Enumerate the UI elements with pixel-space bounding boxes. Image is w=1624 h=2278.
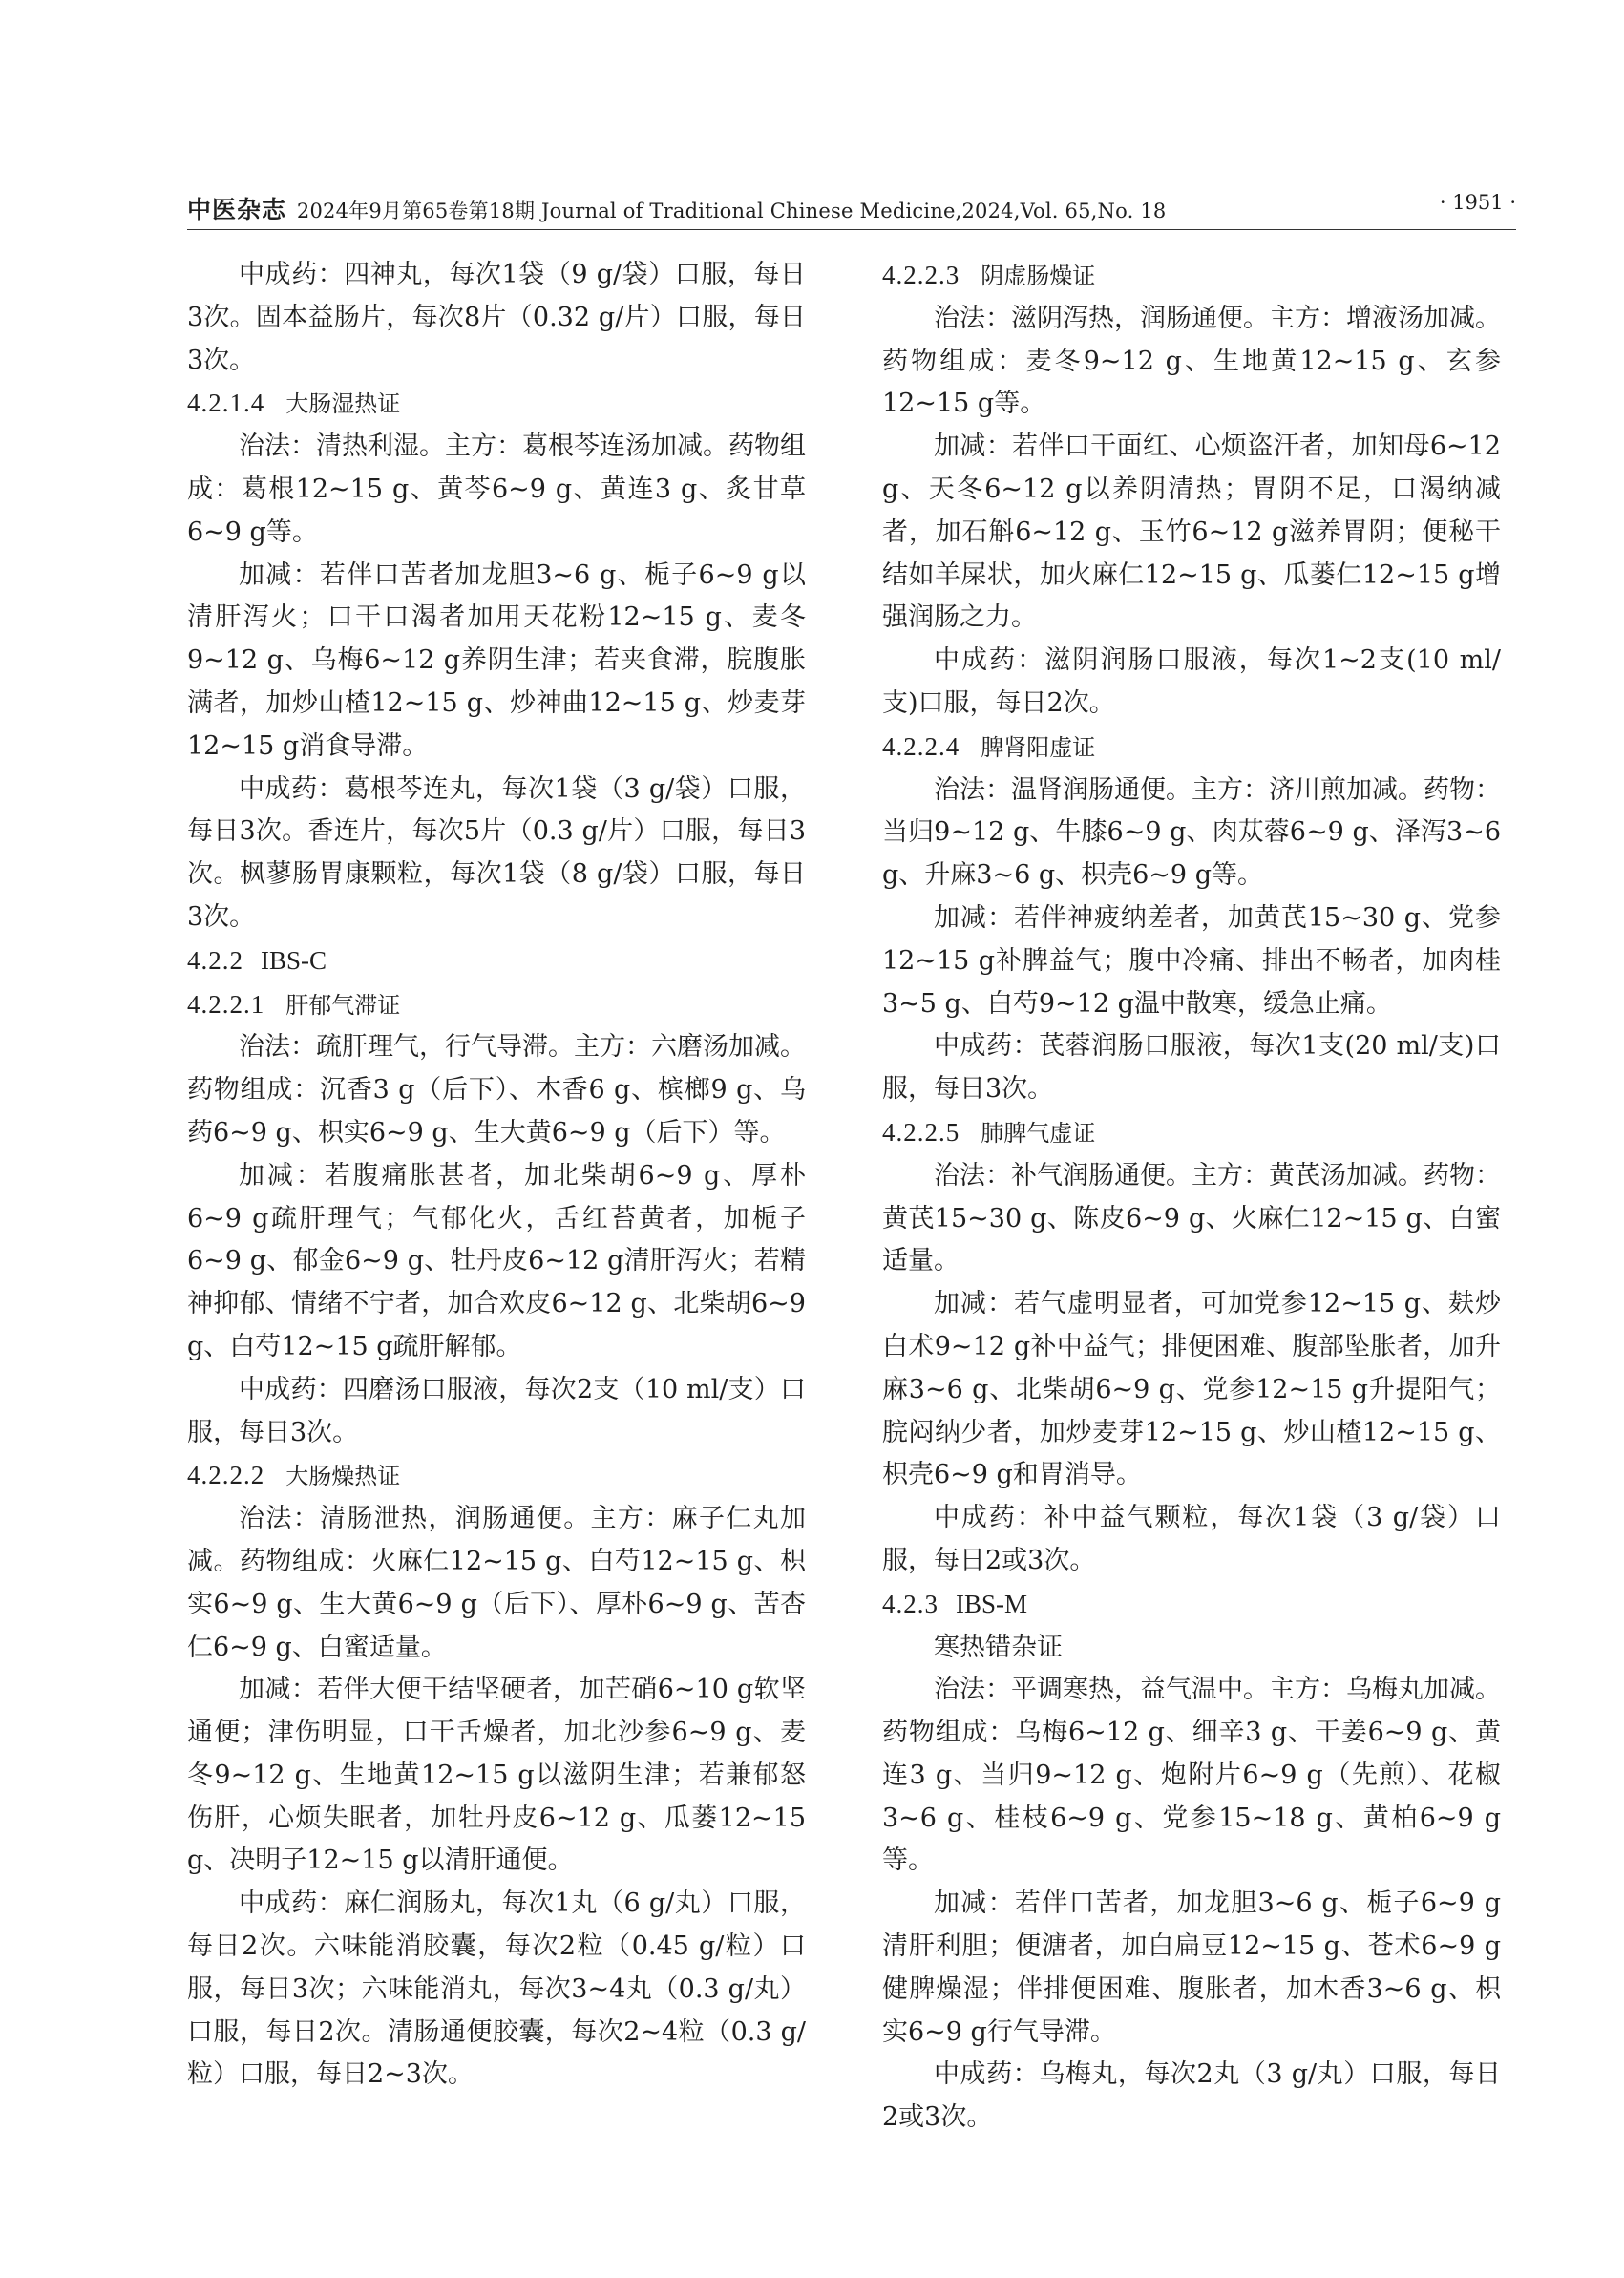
section-heading <box>882 726 1501 770</box>
section-heading <box>882 254 1501 298</box>
paragraph: 加减：若伴神疲纳差者，加黄芪15~30 g、党参12~15 g补脾益气；腹中冷痛、排出不畅者，加肉桂3~5 g、白芍9~12 g温中散寒，缓急止痛。 <box>882 902 1501 1019</box>
paragraph: 中成药：补中益气颗粒，每次1袋（3 g/袋）口服，每日2或3次。 <box>882 1503 1501 1575</box>
section-heading <box>187 382 806 426</box>
paragraph: 中成药：四神丸，每次1袋（9 g/袋）口服，每日3次。固本益肠片，每次8片（0.32 g/片）口服，每日3次。 <box>187 260 806 375</box>
section-number: 4.2.2.5 <box>882 1117 960 1147</box>
paragraph: 治法：平调寒热，益气温中。主方：乌梅丸加减。药物组成：乌梅6~12 g、细辛3 g、干姜6~9 g、黄连3 g、当归9~12 g、炮附片6~9 g（先煎）、花椒3~6 g、桂枝6~9 g、党参15~18 g、黄柏6~9 g等。 <box>882 1675 1501 1876</box>
page-number: · 1951 · <box>1439 191 1516 214</box>
paragraph: 治法：滋阴泻热，润肠通便。主方：增液汤加减。药物组成：麦冬9~12 g、生地黄12~15 g、玄参12~15 g等。 <box>882 303 1501 419</box>
section-number: 4.2.2.2 <box>187 1461 265 1490</box>
section-title: IBS-C <box>261 945 327 975</box>
paragraph: 加减：若伴口干面红、心烦盗汗者，加知母6~12 g、天冬6~12 g以养阴清热；胃阴不足，口渴纳减者，加石斛6~12 g、玉竹6~12 g滋养胃阴；便秘干结如羊屎状，加火麻仁12~15 g、瓜蒌仁12~15 g增强润肠之力。 <box>882 432 1501 633</box>
paragraph: 加减：若伴大便干结坚硬者，加芒硝6~10 g软坚通便；津伤明显，口干舌燥者，加北沙参6~9 g、麦冬9~12 g、生地黄12~15 g以滋阴生津；若兼郁怒伤肝，心烦失眠者，加牡丹皮6~12 g、瓜蒌12~15 g、决明子12~15 g以清肝通便。 <box>187 1675 806 1876</box>
journal-english-title: Journal of Traditional Chinese Medicine,2024,Vol. 65,No. 18 <box>541 200 1167 222</box>
paragraph: 中成药：麻仁润肠丸，每次1丸（6 g/丸）口服，每日2次。六味能消胶囊，每次2粒（0.45 g/粒）口服，每日3次；六味能消丸，每次3~4丸（0.3 g/丸）口服，每日2次。清肠通便胶囊，每次2~4粒（0.3 g/粒）口服，每日2~3次。 <box>187 1888 806 2090</box>
section-title: 脾肾阳虚证 <box>981 733 1096 761</box>
header-citation <box>187 191 1166 225</box>
paragraph: 治法：清热利湿。主方：葛根芩连汤加减。药物组成：葛根12~15 g、黄芩6~9 g、黄连3 g、炙甘草6~9 g等。 <box>187 432 806 547</box>
paragraph: 治法：补气润肠通便。主方：黄芪汤加减。药物：黄芪15~30 g、陈皮6~9 g、火麻仁12~15 g、白蜜适量。 <box>882 1160 1501 1276</box>
section-number: 4.2.2.4 <box>882 731 960 761</box>
paragraph: 中成药：滋阴润肠口服液，每次1~2支(10 ml/支)口服，每日2次。 <box>882 645 1501 718</box>
section-number: 4.2.2.1 <box>187 989 265 1019</box>
section-heading <box>882 1111 1501 1155</box>
issue-info: 2024年9月第65卷第18期 <box>296 200 536 222</box>
paragraph: 加减：若腹痛胀甚者，加北柴胡6~9 g、厚朴6~9 g疏肝理气；气郁化火，舌红苔黄者，加栀子6~9 g、郁金6~9 g、牡丹皮6~12 g清肝泻火；若精神抑郁、情绪不宁者，加合欢皮6~12 g、北柴胡6~9 g、白芍12~15 g疏肝解郁。 <box>187 1160 806 1361</box>
section-heading <box>187 939 806 983</box>
section-title: 大肠湿热证 <box>285 390 401 418</box>
subsection-title: 寒热错杂证 <box>934 1632 1063 1662</box>
paragraph: 中成药：葛根芩连丸，每次1袋（3 g/袋）口服，每日3次。香连片，每次5片（0.3 g/片）口服，每日3次。枫蓼肠胃康颗粒，每次1袋（8 g/袋）口服，每日3次。 <box>187 773 806 932</box>
section-number: 4.2.3 <box>882 1589 939 1618</box>
section-title: 肺脾气虚证 <box>981 1119 1096 1147</box>
section-title: 阴虚肠燥证 <box>981 263 1096 289</box>
paragraph: 中成药：四磨汤口服液，每次2支（10 ml/支）口服，每日3次。 <box>187 1374 806 1447</box>
paragraph: 中成药：乌梅丸，每次2丸（3 g/丸）口服，每日2或3次。 <box>882 2059 1501 2133</box>
paragraph: 加减：若伴口苦者加龙胆3~6 g、栀子6~9 g以清肝泻火；口干口渴者加用天花粉12~15 g、麦冬9~12 g、乌梅6~12 g养阴生津；若夹食滞，脘腹胀满者，加炒山楂12~15 g、炒神曲12~15 g、炒麦芽12~15 g消食导滞。 <box>187 559 806 761</box>
left-column <box>187 254 806 2097</box>
paragraph: 加减：若气虚明显者，可加党参12~15 g、麸炒白术9~12 g补中益气；排便困难、腹部坠胀者，加升麻3~6 g、北柴胡6~9 g、党参12~15 g升提阳气；脘闷纳少者，加炒麦芽12~15 g、炒山楂12~15 g、枳壳6~9 g和胃消导。 <box>882 1289 1501 1490</box>
section-number: 4.2.1.4 <box>187 389 265 418</box>
running-header <box>187 191 1516 229</box>
section-title: IBS-M <box>956 1589 1028 1618</box>
paragraph: 中成药：芪蓉润肠口服液，每次1支(20 ml/支)口服，每日3次。 <box>882 1031 1501 1105</box>
paragraph: 治法：清肠泄热，润肠通便。主方：麻子仁丸加减。药物组成：火麻仁12~15 g、白芍12~15 g、枳实6~9 g、生大黄6~9 g（后下）、厚朴6~9 g、苦杏仁6~9 g、白蜜适量。 <box>187 1504 806 1662</box>
paragraph: 治法：疏肝理气，行气导滞。主方：六磨汤加减。药物组成：沉香3 g（后下）、木香6 g、槟榔9 g、乌药6~9 g、枳实6~9 g、生大黄6~9 g（后下）等。 <box>187 1032 806 1148</box>
right-column <box>882 254 1501 2140</box>
paragraph: 治法：温肾润肠通便。主方：济川煎加减。药物：当归9~12 g、牛膝6~9 g、肉苁蓉6~9 g、泽泻3~6 g、升麻3~6 g、枳壳6~9 g等。 <box>882 774 1501 891</box>
section-title: 肝郁气滞证 <box>285 991 401 1019</box>
section-heading <box>187 983 806 1027</box>
section-title: 大肠燥热证 <box>285 1463 401 1490</box>
section-number: 4.2.2.3 <box>882 261 960 289</box>
journal-title: 中医杂志 <box>187 196 287 223</box>
header-divider <box>187 229 1516 230</box>
section-heading <box>187 1454 806 1498</box>
section-number: 4.2.2 <box>187 945 243 975</box>
section-heading <box>882 1583 1501 1627</box>
paragraph: 加减：若伴口苦者，加龙胆3~6 g、栀子6~9 g清肝利胆；便溏者，加白扁豆12~15 g、苍术6~9 g健脾燥湿；伴排便困难、腹胀者，加木香3~6 g、枳实6~9 g行气导滞。 <box>882 1888 1501 2047</box>
